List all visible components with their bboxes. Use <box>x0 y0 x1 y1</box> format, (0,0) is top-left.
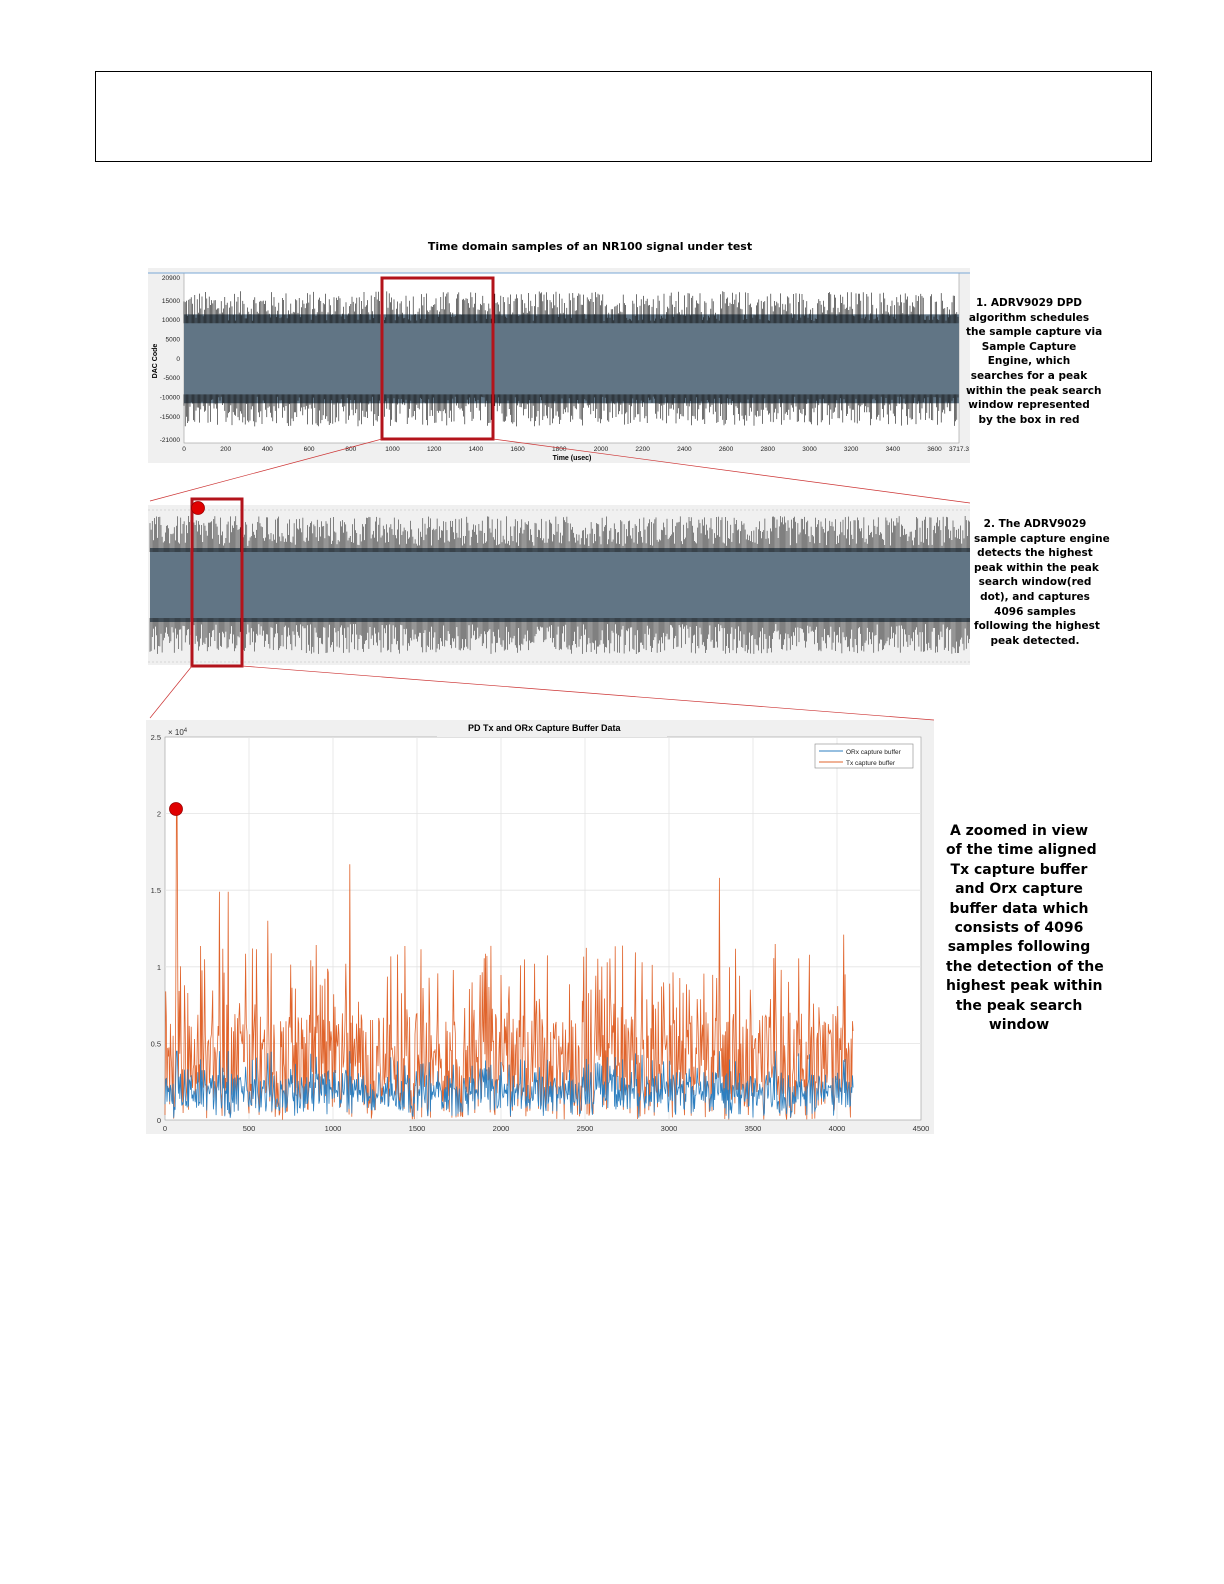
legend-tx: Tx capture buffer <box>846 760 896 767</box>
caption-step-1: 1. ADRV9029 DPD algorithm schedules the sample capture via Sample Capture Engine, which searches for a peak within the peak search window represented by the box in red <box>966 297 1103 426</box>
x-tick-1-12: 2400 <box>677 446 692 453</box>
x-axis-label-1: Time (usec) <box>552 455 592 462</box>
x-tick-3-0: 0 <box>162 1124 168 1133</box>
x-tick-1-11: 2200 <box>635 446 650 453</box>
x-tick-1-7: 1400 <box>468 446 484 453</box>
x-tick-3-3: 1500 <box>408 1124 426 1133</box>
x-tick-3-7: 3500 <box>744 1124 762 1133</box>
caption-step-3: A zoomed in view of the time aligned Tx capture buffer and Orx capture buffer data which consists of 4096 samples following the detection of the highest peak within the peak search window <box>946 823 1104 1034</box>
y-tick-1-4: 0 <box>176 355 180 363</box>
x-tick-labels-3 <box>163 1124 929 1133</box>
peak-dot-2 <box>170 803 183 816</box>
y-multiplier-label: × $10^4$ <box>168 728 188 737</box>
y-tick-3-4: 2 <box>156 809 161 819</box>
x-tick-1-13: 2600 <box>718 446 734 453</box>
x-tick-1-2: 400 <box>261 446 273 453</box>
y-tick-1-3: 5000 <box>165 336 180 344</box>
x-tick-1-6: 1200 <box>426 446 442 453</box>
zoom-line-left-2 <box>150 666 192 718</box>
signal-body-1 <box>184 314 959 403</box>
panel-1-time-domain <box>148 273 970 462</box>
x-tick-3-4: 2000 <box>492 1124 510 1133</box>
y-tick-labels-1 <box>160 275 181 444</box>
x-tick-1-3: 600 <box>303 446 315 453</box>
x-tick-3-9: 4500 <box>912 1124 930 1133</box>
legend <box>815 744 913 768</box>
x-tick-1-5: 1000 <box>385 446 400 453</box>
x-tick-3-5: 2500 <box>576 1124 594 1133</box>
caption-step-2: 2. The ADRV9029 sample capture engine detects the highest peak within the peak search window(red dot), and captures 4096 samples following the highest peak detected. <box>974 518 1110 647</box>
y-tick-1-8: -21000 <box>159 437 180 444</box>
y-tick-3-1: 0.5 <box>150 1039 161 1049</box>
y-axis-label-1: DAC Code <box>152 343 159 379</box>
y-tick-3-2: 1 <box>156 962 161 972</box>
y-tick-labels-3 <box>151 733 161 1125</box>
x-tick-1-10: 2000 <box>593 446 609 453</box>
y-tick-3-5: 2.5 <box>150 733 161 742</box>
legend-orx: ORx capture buffer <box>846 749 901 756</box>
y-tick-1-5: -5000 <box>163 375 180 383</box>
x-tick-1-19: 3717.3 <box>949 446 969 453</box>
signal-body-2 <box>150 548 970 622</box>
x-tick-3-6: 3000 <box>660 1124 678 1133</box>
x-tick-1-8: 1600 <box>510 446 525 453</box>
panel-3-capture-buffer <box>151 720 930 1133</box>
chart-3-title: PD Tx and ORx Capture Buffer Data <box>468 723 621 733</box>
x-tick-1-9: 1800 <box>552 446 567 453</box>
x-tick-1-1: 200 <box>220 446 232 453</box>
x-tick-1-4: 800 <box>345 446 357 453</box>
x-tick-3-2: 1000 <box>324 1124 342 1133</box>
zoom-line-right-2 <box>242 666 934 720</box>
x-tick-1-14: 2800 <box>760 446 775 453</box>
y-tick-3-0: 0 <box>156 1116 161 1125</box>
figure-title: Time domain samples of an NR100 signal under test <box>427 240 753 253</box>
y-tick-1-0: 20900 <box>161 275 180 282</box>
x-tick-1-0: 0 <box>182 446 186 453</box>
peak-dot-1 <box>192 502 205 515</box>
y-tick-1-6: -10000 <box>159 394 180 402</box>
y-tick-1-7: -15000 <box>159 413 180 421</box>
panel-2-zoomed-window <box>148 499 970 666</box>
x-tick-3-8: 4000 <box>828 1124 846 1133</box>
y-tick-1-2: 10000 <box>161 317 180 325</box>
x-tick-1-15: 3000 <box>802 446 817 453</box>
x-tick-1-16: 3200 <box>843 446 859 453</box>
x-tick-1-17: 3400 <box>885 446 901 453</box>
signal-trace-2 <box>150 516 970 654</box>
y-tick-3-3: 1.5 <box>150 886 161 896</box>
x-tick-labels-1 <box>182 446 969 453</box>
x-tick-1-18: 3600 <box>927 446 942 453</box>
x-tick-3-1: 500 <box>242 1124 256 1133</box>
y-tick-1-1: 15000 <box>161 297 180 305</box>
